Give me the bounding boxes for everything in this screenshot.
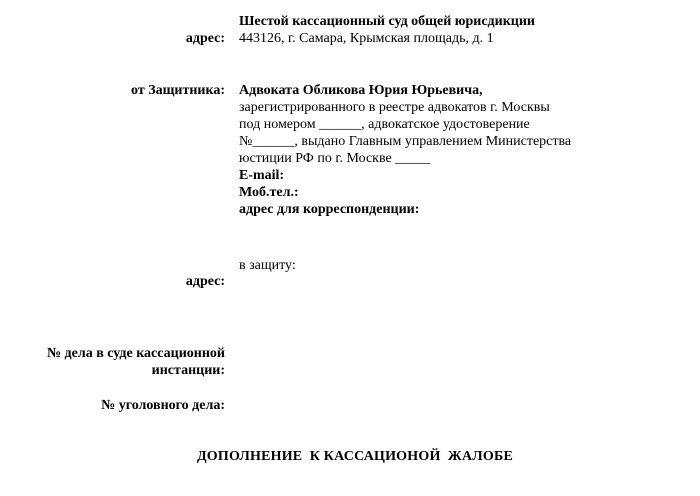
client-address-label: адрес: — [185, 274, 225, 289]
document-title: ДОПОЛНЕНИЕ К КАССАЦИОНОЙ ЖАЛОБЕ — [196, 449, 514, 464]
cassation-case-label-line2: инстанции: — [151, 363, 225, 378]
mail-address-label: адрес для корреспонденции: — [239, 202, 420, 217]
court-block — [239, 13, 659, 47]
defender-line: юстиции РФ по г. Москве _____ — [239, 151, 431, 166]
court-name: Шестой кассационный суд общей юрисдикции — [239, 14, 535, 29]
defender-name: Адвоката Обликова Юрия Юрьевича, — [239, 83, 483, 98]
defender-line: зарегистрированного в реестре адвокатов г. Москвы — [239, 100, 550, 115]
cassation-case-label-line1: № дела в суде кассационной — [46, 346, 225, 361]
client-block — [239, 257, 659, 274]
court-address-label: адрес: — [185, 31, 225, 46]
phone-label: Моб.тел.: — [239, 185, 299, 200]
court-address: 443126, г. Самара, Крымская площадь, д. 1 — [239, 31, 494, 46]
defender-block — [239, 82, 659, 218]
defender-line: под номером ______, адвокатское удостоверение — [239, 117, 530, 132]
email-label: E-mail: — [239, 168, 285, 183]
in-defense-label: в защиту: — [239, 258, 296, 273]
defender-label: от Защитника: — [131, 83, 225, 98]
criminal-case-label: № уголовного дела: — [101, 398, 225, 413]
defender-line: №______, выдано Главным управлением Министерства — [239, 134, 572, 149]
